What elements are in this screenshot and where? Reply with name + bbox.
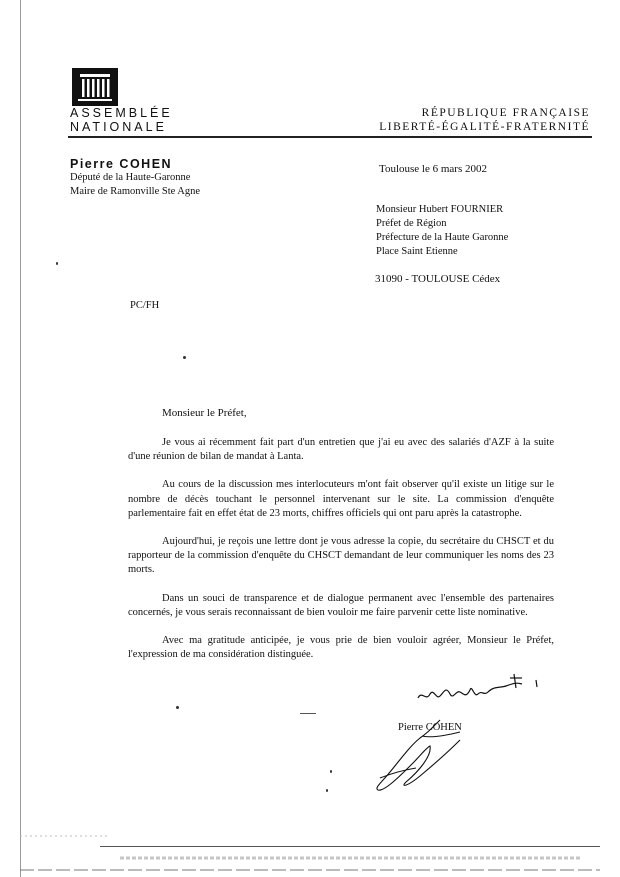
paragraph-4: Dans un souci de transparence et de dialogue permanent avec l'ensemble des partenaires concernés, je vous serais reconnaissant de bien vouloir me faire parvenir cette liste nominative. [128,592,554,618]
letterhead-rule [68,136,592,138]
sender-name: Pierre COHEN [70,157,173,171]
scan-speck [183,356,186,359]
republic-motto: LIBERTÉ-ÉGALITÉ-FRATERNITÉ [379,121,590,133]
recipient-address [376,203,508,259]
handwritten-closing [416,672,546,712]
sender-title-2: Maire de Ramonville Ste Agne [70,186,201,197]
institution-line-1: ASSEMBLÉE [70,106,173,120]
handwritten-signature [360,716,490,798]
institution-name [70,106,173,134]
republic-name: RÉPUBLIQUE FRANÇAISE [421,107,590,119]
paragraph-3: Aujourd'hui, je reçois une lettre dont je vous adresse la copie, du secrétaire du CHSCT et du rapporteur de la commission d'enquête du CHSCT demandant de leur communiquer les noms des 23 morts. [128,536,554,576]
salutation: Monsieur le Préfet, [162,407,247,419]
footer-rule [100,846,600,847]
assemblee-nationale-logo-icon [72,68,118,106]
paragraph-5: Avec ma gratitude anticipée, je vous prie de bien vouloir agréer, Monsieur le Préfet, l'expression de ma considération distinguée. [128,635,554,661]
scan-speck [330,770,332,773]
page-margin-line [20,0,21,877]
republic-heading [379,106,590,134]
signer-name: Pierre COHEN [398,722,462,733]
recipient-line-1: Monsieur Hubert FOURNIER [376,204,504,215]
letter-reference: PC/FH [130,300,160,311]
recipient-line-2: Préfet de Région [376,218,447,229]
scan-speck [176,706,179,709]
paragraph-2: Au cours de la discussion mes interlocuteurs m'ont fait observer qu'il existe un litige sur le nombre de décès touchant le personnel intervenant sur le site. La commission d'enquête parlementaire fait en effet état de 23 morts, chiffres officiels qui ont paru après la catastrophe. [128,479,554,519]
scan-speck [326,789,328,792]
institution-line-2: NATIONALE [70,120,167,134]
letter-date: Toulouse le 6 mars 2002 [379,163,487,175]
recipient-line-3: Préfecture de la Haute Garonne [376,232,509,243]
scan-mark [300,713,316,714]
sender-title-1: Député de la Haute-Garonne [70,172,191,183]
recipient-line-4: Place Saint Etienne [376,246,458,257]
footer-scan-noise [20,832,610,872]
paragraph-1: Je vous ai récemment fait part d'un entretien que j'ai eu avec des salariés d'AZF à la suite d'une réunion de bilan de mandat à Lanta. [128,437,554,463]
sender-block [70,157,200,199]
letter-body [128,436,554,676]
scan-speck [56,262,58,265]
recipient-city: 31090 - TOULOUSE Cédex [375,273,501,285]
